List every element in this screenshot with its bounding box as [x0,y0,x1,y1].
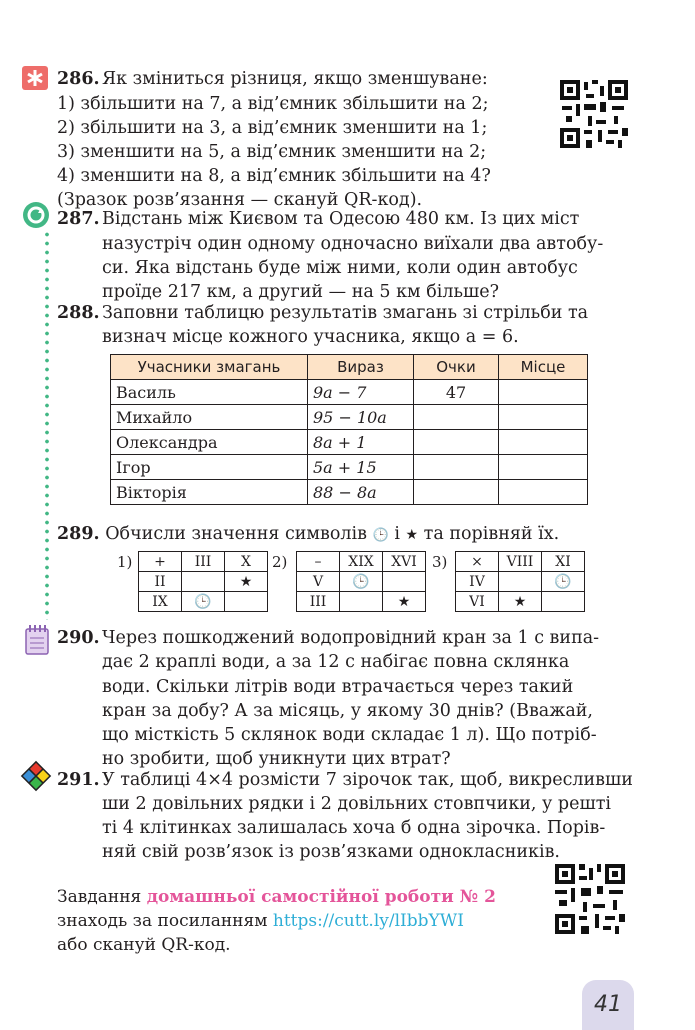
task-286-line: 1) збільшити на 7, а від’ємник збільшити на 2; [57,94,489,114]
results-table [110,354,588,505]
task-291-line: У таблиці 4×4 розмісти 7 зірочок так, щоб, викресливши [102,770,633,790]
table-cell: Михайло [111,405,308,430]
table-cell[interactable] [414,405,499,430]
dotted-guide-line [45,230,49,620]
table-cell: 5a + 15 [308,455,414,480]
table-cell: ★ [383,592,426,612]
table-cell [182,572,225,592]
table-cell: XIX [340,552,383,572]
qr-code-solution[interactable] [560,80,628,148]
table-cell: ★ [225,572,268,592]
table-row [111,455,588,480]
puzzle-cube-icon [20,760,52,796]
task-287-number: 287. [57,209,100,229]
homework-prefix: Завдання [57,887,142,907]
table-cell: 🕒 [182,592,225,612]
task-289-text: та порівняй їх. [423,524,560,544]
task-286-number: 286. [57,69,100,89]
task-291-number: 291. [57,770,100,790]
homework-highlight: домашньої самостійної роботи № 2 [146,887,496,907]
table-cell[interactable] [414,480,499,505]
table-2-label: 2) [272,553,288,571]
table-cell: II [139,572,182,592]
task-286-line: (Зразок розв’язання — скануй QR-код). [57,190,423,210]
task-291-line: няй свій розв’язок із розв’язками однокласників. [102,842,560,862]
homework-link[interactable]: https://cutt.ly/lIbbYWI [272,911,464,931]
table-cell: Олександра [111,430,308,455]
table-cell: IX [139,592,182,612]
task-291-line: ті 4 клітинках залишалась хоча б одна зірочка. Порів- [102,818,606,838]
table-cell: 8a + 1 [308,430,414,455]
table-header: Вираз [308,355,414,380]
page-number: 41 [582,980,634,1030]
table-row [111,430,588,455]
task-286-line: 3) зменшити на 5, а від’ємник зменшити на 2; [57,142,487,162]
table-cell: ★ [499,592,542,612]
table-cell: × [456,552,499,572]
table-cell: 95 − 10a [308,405,414,430]
task-290-number: 290. [57,628,100,648]
star-icon: ★ [405,527,419,543]
table-cell [383,572,426,592]
table-cell [499,572,542,592]
table-row [111,405,588,430]
table-cell[interactable] [414,430,499,455]
table-cell: Вікторія [111,480,308,505]
task-287-line: Відстань між Києвом та Одесою 480 км. Із цих міст [102,209,580,229]
table-1-label: 1) [117,553,133,571]
task-288-number: 288. [57,303,100,323]
homework-link-prefix: знаходь за посиланням [57,911,268,931]
table-cell: III [182,552,225,572]
table-row [111,380,588,405]
task-288-line: визнач місце кожного учасника, якщо a = 6. [102,327,519,347]
task-286-line: Як зміниться різниця, якщо зменшуване: [102,69,488,89]
table-cell: VIII [499,552,542,572]
table-cell [340,592,383,612]
star-task-icon [22,66,48,90]
task-287-line: назустріч один одному одночасно виїхали два автобу- [102,234,604,254]
table-cell[interactable] [414,455,499,480]
task-290-line: дає 2 краплі води, а за 12 с набігає повна склянка [102,652,570,672]
task-290-line: що місткість 5 склянок води складає 1 л). Що потріб- [102,725,597,745]
table-cell: IV [456,572,499,592]
table-cell[interactable] [499,380,588,405]
table-cell[interactable] [499,405,588,430]
table-cell[interactable] [499,455,588,480]
table-header: Учасники змагань [111,355,308,380]
table-header: Місце [499,355,588,380]
table-cell: VI [456,592,499,612]
table-cell: 🕒 [340,572,383,592]
task-289-text: Обчисли значення символів [105,524,367,544]
homework-qr-text: або скануй QR-код. [57,935,231,955]
task-289-number: 289. [57,524,100,544]
table-cell: III [297,592,340,612]
table-cell: 9a − 7 [308,380,414,405]
notebook-icon [24,625,50,659]
repeat-icon [22,201,50,233]
task-286-line: 4) зменшити на 8, а від’ємник збільшити на 4? [57,166,491,186]
table-cell: V [297,572,340,592]
operation-table-1 [138,551,268,612]
task-290-line: Через пошкоджений водопровідний кран за 1 с випа- [102,628,600,648]
table-cell: Ігор [111,455,308,480]
table-cell: + [139,552,182,572]
task-287-line: си. Яка відстань буде між ними, коли один автобус [102,258,578,278]
task-290-line: но зробити, щоб уникнути цих втрат? [102,749,451,769]
task-287-line: проїде 217 км, а другий — на 5 км більше? [102,282,499,302]
table-cell [542,592,585,612]
table-cell [225,592,268,612]
task-288-line: Заповни таблицю результатів змагань зі стрільби та [102,303,589,323]
task-290-line: води. Скільки літрів води втрачається через такий [102,677,574,697]
table-cell[interactable] [499,430,588,455]
table-cell: Василь [111,380,308,405]
table-cell[interactable] [499,480,588,505]
table-cell: 88 − 8a [308,480,414,505]
table-cell: 47 [414,380,499,405]
homework-link-line [57,909,464,933]
operation-table-3 [455,551,585,612]
operation-table-2 [296,551,426,612]
table-row [111,480,588,505]
task-289-line [57,522,559,548]
table-header: Очки [414,355,499,380]
table-cell: XI [542,552,585,572]
qr-code-homework[interactable] [555,864,625,934]
task-286-line: 2) збільшити на 3, а від’ємник зменшити на 1; [57,118,488,138]
table-cell: 🕒 [542,572,585,592]
task-291-line: ши 2 довільних рядки і 2 довільних стовпчики, у решті [102,794,612,814]
clock-icon: 🕒 [372,528,389,543]
task-289-text: і [394,524,400,544]
homework-line [57,885,496,909]
table-cell: XVI [383,552,426,572]
table-3-label: 3) [432,553,448,571]
task-290-line: кран за добу? А за місяць, у якому 30 днів? (Вважай, [102,701,593,721]
table-cell: – [297,552,340,572]
table-cell: X [225,552,268,572]
